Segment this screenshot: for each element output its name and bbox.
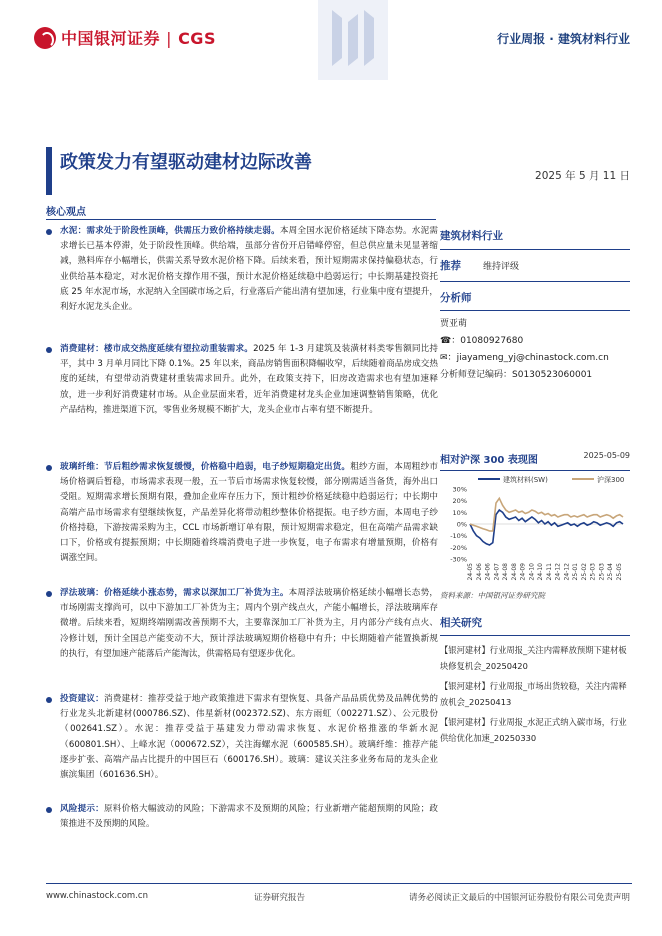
x-tick-label: 24-09 — [519, 563, 527, 581]
analyst-license: 分析师登记编码：S0130523060001 — [440, 370, 593, 380]
legend-label: 沪深300 — [597, 476, 625, 484]
y-tick-label: 30% — [452, 485, 467, 494]
analyst-name: 贾亚萌 — [440, 319, 468, 329]
sidebar-divider — [440, 310, 630, 311]
sidebar — [440, 222, 630, 746]
rating-value: 维持评级 — [483, 262, 520, 272]
x-tick-label: 25-04 — [607, 563, 615, 581]
title-accent-bar — [46, 147, 52, 195]
bullet-risk-warning — [46, 802, 438, 842]
header-decoration-icon — [318, 0, 388, 80]
sidebar-divider — [440, 635, 630, 636]
analyst-phone-row: ☎：01080927680 — [440, 336, 524, 346]
y-tick-label: 0% — [456, 520, 467, 529]
bullet-dot-icon — [46, 807, 52, 813]
bullet-dot-icon — [46, 229, 52, 235]
rating-label: 推荐 — [440, 260, 461, 272]
bullet-body: 2025 年 1-3 月建筑及装潢材料类零售额同比持平，其中 3 月单月同比下降 0.1%。25 年以来，商品房销售面积降幅收窄，后续随着商品房成交热度的延续，有望带动消费建材重装需求回升。此外，在政策支持下，旧房改造需求也有望加速释放，进一步利好消费建材市场。从企业层面来看，近年消费建材龙头企业加速调整销售策略，优化产品结构，推进渠道下沉，零售业务规模不断扩大，龙头企业市占率有望不断提升。 — [60, 344, 438, 415]
company-logo-icon — [34, 27, 56, 49]
phone-icon: ☎ — [440, 336, 452, 346]
core-view-list — [46, 224, 438, 842]
relative-performance-chart — [440, 471, 630, 586]
analyst-email-row: ✉：jiayameng_yj@chinastock.com.cn — [440, 353, 609, 363]
bullet-heading: 消费建材：楼市成交热度延续有望拉动重装需求。 — [60, 344, 254, 354]
company-logo-text — [61, 26, 216, 49]
bullet-consumer-building-materials — [46, 342, 438, 460]
research-link[interactable]: 【银河建材】行业周报_水泥正式纳入碳市场，行业供给优化加速_20250330 — [440, 717, 627, 743]
chart-title: 相对沪深 300 表现图 — [440, 455, 538, 466]
research-link[interactable]: 【银河建材】行业周报_关注内需释放预期下建材板块修复机会_20250420 — [440, 645, 627, 671]
x-tick-label: 25-01 — [572, 563, 580, 581]
logo-cgs: CGS — [178, 29, 216, 48]
y-tick-label: -20% — [450, 543, 467, 552]
core-view-label: 核心观点 — [46, 207, 86, 218]
x-tick-label: 24-05 — [467, 563, 474, 581]
x-tick-label: 25-02 — [580, 563, 588, 581]
bullet-investment-advice — [46, 692, 438, 802]
series-line — [470, 498, 623, 531]
footer-website[interactable]: www.chinastock.com.cn — [46, 891, 148, 901]
y-tick-label: 10% — [452, 508, 467, 517]
sidebar-divider — [440, 281, 630, 282]
analyst-phone: 01080927680 — [460, 336, 524, 346]
bullet-dot-icon — [46, 347, 52, 353]
x-tick-label: 24-10 — [537, 563, 545, 581]
bullet-dot-icon — [46, 591, 52, 597]
analyst-info — [440, 316, 630, 384]
x-tick-label: 24-11 — [545, 563, 553, 581]
x-tick-label: 24-12 — [563, 563, 571, 581]
x-tick-label: 24-10 — [528, 563, 536, 581]
research-link[interactable]: 【银河建材】行业周报_市场出货较稳，关注内需释放机会_20250413 — [440, 681, 627, 707]
bullet-body: 本周全国水泥价格延续下降态势。水泥需求增长已基本停滞，处于阶段性顶峰。供给端，虽部分省份开启错峰停窑，但总供应量未见显著缩减，熟料库存小幅增长，供需关系导致水泥价格下降。后续来看，预计短期需求保持偏稳状态，行业供给基本稳定，对水泥价格支撑作用不强，预计水泥价格延续稳中趋弱运行；中长期基建投资托底 25 年水泥市场，水泥纳入全国碳市场之后，行业落后产能出清有望加速，行业集中度有望提升，利好水泥龙头企业。 — [60, 226, 438, 313]
bullet-heading: 水泥：需求处于阶段性顶峰，供需压力致价格持续走弱。 — [60, 226, 280, 236]
analyst-title: 分析师 — [440, 292, 472, 304]
bullet-body: 原料价格大幅波动的风险；下游需求不及预期的风险；行业新增产能超预期的风险；政策推进不及预期的风险。 — [60, 804, 438, 830]
related-research-list — [440, 642, 630, 746]
bullet-heading: 浮法玻璃：价格延续小涨态势，需求以深加工厂补货为主。 — [60, 588, 289, 598]
bullet-cement — [46, 224, 438, 342]
report-type-label: 行业周报 · 建筑材料行业 — [497, 32, 630, 46]
y-tick-label: -30% — [450, 555, 467, 564]
rating-row — [440, 258, 630, 273]
x-tick-label: 24-07 — [493, 563, 501, 581]
bullet-dot-icon — [46, 697, 52, 703]
core-divider — [46, 219, 436, 220]
chart-date: 2025-05-09 — [583, 451, 630, 460]
footer-disclaimer: 请务必阅读正文最后的中国银河证券股份有限公司免责声明 — [408, 893, 630, 903]
bullet-glass-fiber — [46, 460, 438, 586]
x-tick-label: 24-06 — [484, 563, 492, 581]
x-tick-label: 24-08 — [510, 563, 518, 581]
footer-report-type: 证券研究报告 — [254, 893, 306, 903]
x-tick-label: 25-03 — [589, 563, 597, 581]
bullet-float-glass — [46, 586, 438, 692]
y-tick-label: 20% — [452, 497, 467, 506]
bullet-heading: 玻璃纤维：节后粗纱需求恢复缓慢，价格稳中趋弱，电子纱短期稳定出货。 — [60, 462, 351, 472]
y-tick-label: -10% — [450, 532, 467, 541]
legend-label: 建筑材料(SW) — [503, 476, 548, 484]
bullet-heading: 投资建议： — [60, 694, 104, 704]
chart-source: 资料来源：中国银河证券研究院 — [440, 591, 545, 600]
logo-name: 中国银河证券 — [61, 29, 161, 48]
x-tick-label: 25-05 — [616, 563, 623, 581]
bullet-body: 粗纱方面，本周粗纱市场价格调后暂稳，市场需求表现一般，五一节后市场需求恢复较慢，部分刚需适当备货，海外出口受阻。短期需求增长预期有限，叠加企业库存压力下，预计粗纱价格延续稳中趋弱运行；中长期中高端产品市场需求有望继续恢复，产品差异化将带动粗纱整体价格提振。电子纱方面，本周电子纱价格持稳，下游按需采购为主，CCL 市场新增订单有限，预计短期需求稳定，但在高端产品需求缺口下，价格或有提振预期；中长期随着终端消费电子进一步恢复，电子布需求有增量预期，价格有调涨空间。 — [60, 462, 438, 564]
bullet-dot-icon — [46, 465, 52, 471]
related-research-title: 相关研究 — [440, 617, 482, 629]
x-tick-label: 24-08 — [502, 563, 510, 581]
footer-divider — [46, 883, 632, 884]
email-icon: ✉ — [440, 353, 448, 363]
report-date: 2025 年 5 月 11 日 — [535, 170, 630, 182]
sidebar-divider — [440, 249, 630, 250]
x-tick-label: 24-12 — [554, 563, 562, 581]
bullet-body: 本周浮法玻璃价格延续小幅增长态势，市场刚需支撑尚可，以中下游加工厂补货为主；周内个别产线点火，产能小幅增长，浮法玻璃库存微增。后续来看，短期终端刚需改善预期不大，主要靠深加工厂补货为主，月内部分产线有点火、冷修计划，预计全国总产能变动不大，预计浮法玻璃短期价格稳中有升；中长期随着产能置换新规的执行，有望加速产能落后产能淘汰，供需格局有望逐步优化。 — [60, 588, 438, 659]
chart-title-row — [440, 451, 630, 466]
x-tick-label: 25-03 — [598, 563, 606, 581]
bullet-body: 消费建材：推荐受益于地产政策推进下需求有望恢复、具备产品品质优势及品牌优势的行业龙头北新建材(000786.SZ)、伟星新材(002372.SZ)、东方雨虹（002271.SZ）、公元股份（002641.SZ）。水泥：推荐受益于基建发力带动需求恢复、水泥价格推涨的华新水泥（600801.SH）、上峰水泥（000672.SZ），关注海螺水泥（600585.SH）。玻璃纤维：推荐产能逐步扩张、高端产品占比提升的中国巨石（600176.SH）。玻璃：建议关注多业务布局的龙头企业旗滨集团（601636.SH）。 — [60, 694, 438, 781]
page-title: 政策发力有望驱动建材边际改善 — [60, 152, 312, 173]
x-tick-label: 24-06 — [475, 563, 483, 581]
logo-separator: | — [166, 29, 172, 48]
analyst-email[interactable]: jiayameng_yj@chinastock.com.cn — [456, 353, 609, 363]
industry-title: 建筑材料行业 — [440, 230, 503, 242]
bullet-heading: 风险提示： — [60, 804, 104, 814]
